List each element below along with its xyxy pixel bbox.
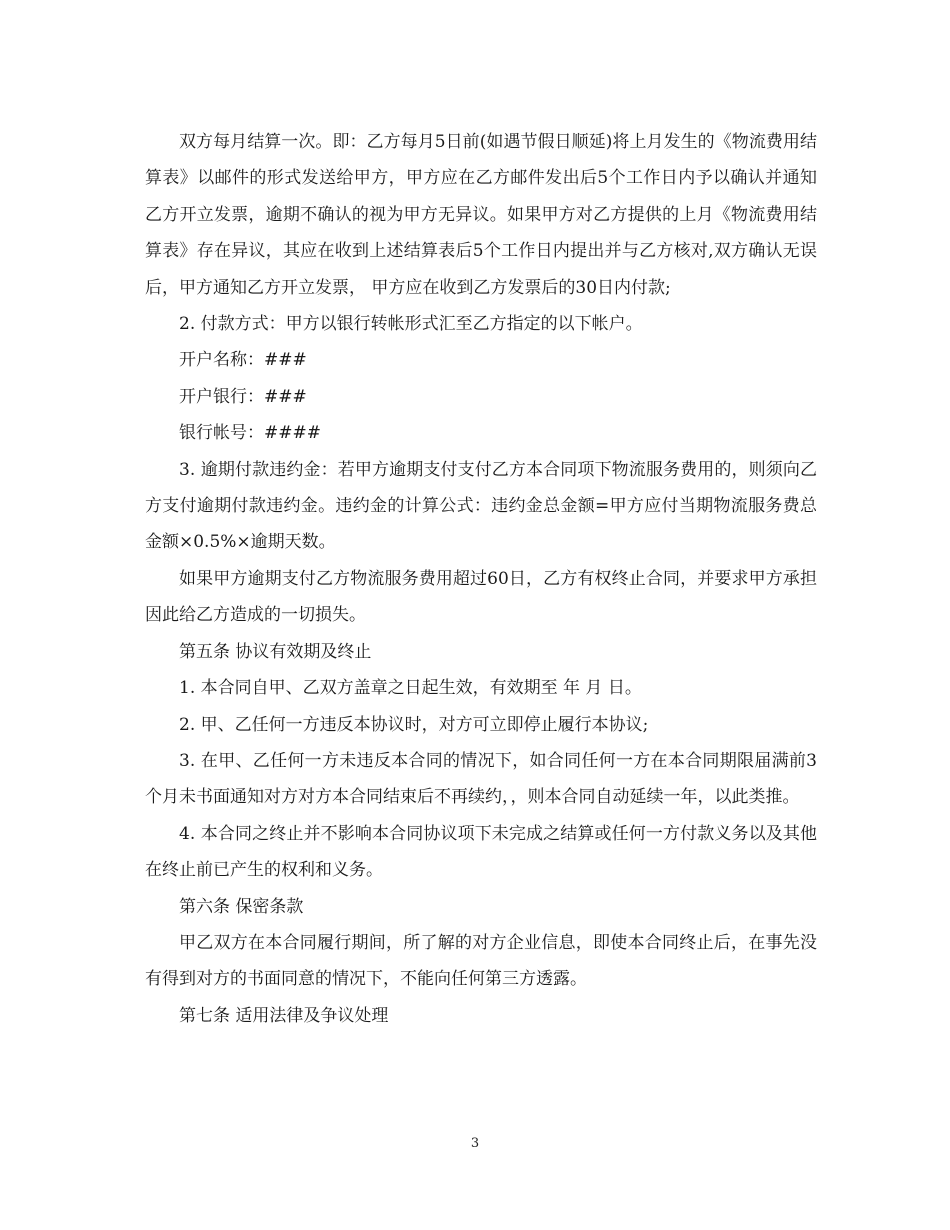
section-heading-article-5: 第五条 协议有效期及终止 bbox=[179, 641, 372, 662]
paragraph-confidentiality: 甲乙双方在本合同履行期间，所了解的对方企业信息，即使本合同终止后，在事先没有得到对方的书面同意的情况下，不能向任何第三方透露。 bbox=[145, 932, 817, 990]
paragraph-validity: 1. 本合同自甲、乙双方盖章之日起生效，有效期至 年 月 日。 bbox=[179, 678, 642, 699]
paragraph-account-number: 银行帐号：#### bbox=[179, 423, 321, 444]
document-body bbox=[145, 124, 817, 1034]
paragraph-payment-method: 2. 付款方式：甲方以银行转帐形式汇至乙方指定的以下帐户。 bbox=[179, 314, 643, 335]
section-heading-article-7: 第七条 适用法律及争议处理 bbox=[179, 1005, 389, 1026]
paragraph-auto-renewal: 3. 在甲、乙任何一方未违反本合同的情况下，如合同任何一方在本合同期限届满前3个月未书面通知对方对方本合同结束后不再续约，，则本合同自动延续一年，以此类推。 bbox=[145, 750, 817, 808]
paragraph-settlement: 双方每月结算一次。即：乙方每月5日前(如遇节假日顺延)将上月发生的《物流费用结算表》以邮件的形式发送给甲方，甲方应在乙方邮件发出后5个工作日内予以确认并通知乙方开立发票，逾期不确认的视为甲方无异议。如果甲方对乙方提供的上月《物流费用结算表》存在异议，其应在收到上述结算表后5个工作日内提出并与乙方核对,双方确认无误后，甲方通知乙方开立发票， 甲方应在收到乙方发票后的30日内付款; bbox=[145, 132, 817, 298]
paragraph-termination-right: 如果甲方逾期支付乙方物流服务费用超过60日，乙方有权终止合同，并要求甲方承担因此给乙方造成的一切损失。 bbox=[145, 568, 817, 626]
page-number: 3 bbox=[470, 1136, 480, 1151]
paragraph-termination-effect: 4. 本合同之终止并不影响本合同协议项下未完成之结算或任何一方付款义务以及其他在终止前已产生的权利和义务。 bbox=[145, 823, 817, 881]
paragraph-account-name: 开户名称：### bbox=[179, 350, 307, 371]
section-heading-article-6: 第六条 保密条款 bbox=[179, 896, 304, 917]
paragraph-breach-stop: 2. 甲、乙任何一方违反本协议时，对方可立即停止履行本协议; bbox=[179, 714, 649, 735]
paragraph-late-penalty: 3. 逾期付款违约金：若甲方逾期支付支付乙方本合同项下物流服务费用的，则须向乙方支付逾期付款违约金。违约金的计算公式：违约金总金额=甲方应付当期物流服务费总金额×0.5%×逾期天数。 bbox=[145, 459, 817, 553]
paragraph-account-bank: 开户银行：### bbox=[179, 386, 307, 407]
